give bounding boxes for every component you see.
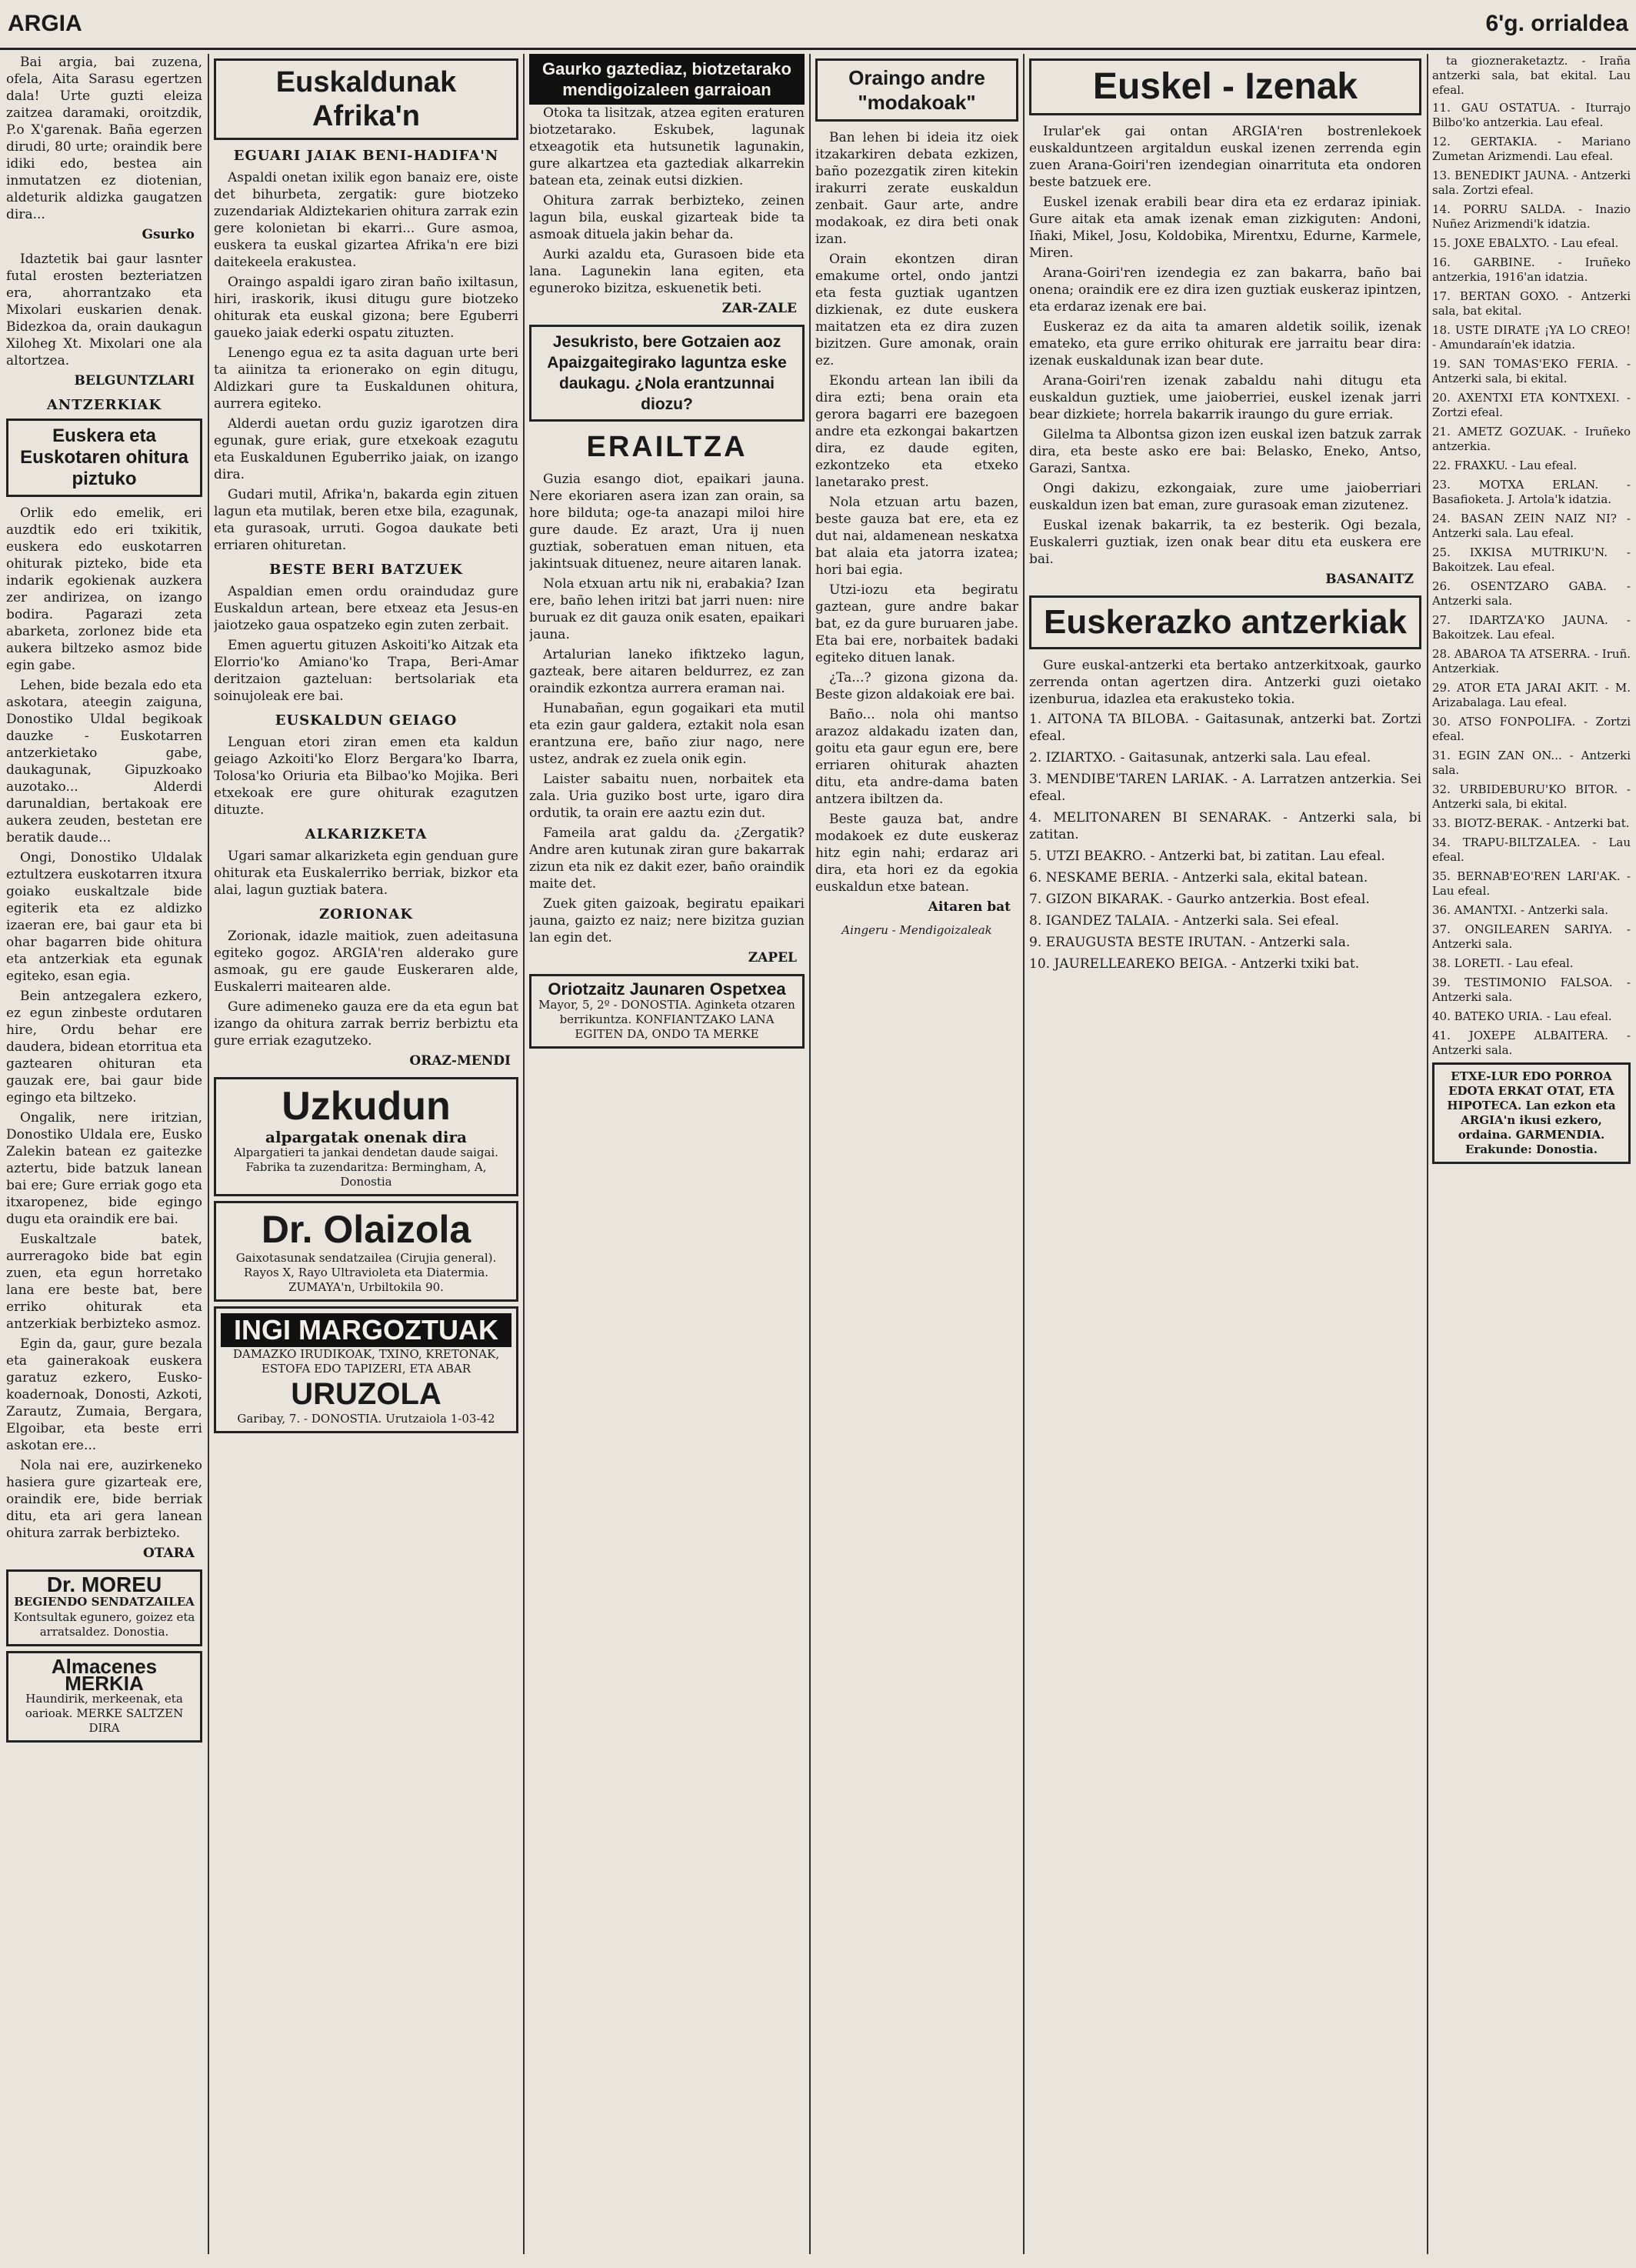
article-text: Lenengo egua ez ta asita daguan urte beri ta aiinitza ta erionerako on egin ditugu, Aldizkari gure ta Euskaldunen ohitura, aurrera egiteko. [214, 345, 518, 412]
section-heading: BESTE BERI BATZUEK [269, 562, 463, 578]
list-item: 10. JAURELLEAREKO BEIGA. - Antzerki txiki bat. [1029, 956, 1360, 972]
article-byline: EGUARI JAIAK BENI-HADIFA'N [233, 148, 499, 164]
ad-title: INGI MARGOZTUAK [221, 1313, 511, 1347]
list-item: 6. NESKAME BERIA. - Antzerki sala, ekital batean. [1029, 870, 1368, 886]
ad-text: Gaixotasunak sendatzailea (Cirujia general). Rayos X, Rayo Ultravioleta eta Diatermia. ZUMAYA'n, Urbiltokila 90. [235, 1251, 497, 1294]
play-list [1029, 711, 1421, 972]
ad-title: Oriotzaitz Jaunaren Ospetxea [548, 979, 786, 999]
article-text: Arana-Goiri'ren izenak zabaldu nahi ditugu eta euskaldun guztiek, ume jaioberriei, euskel izenak jarri bear dizkiete; horrela bakarrik iraungo du gure erriak. [1029, 373, 1421, 422]
article-headline: Euskel - Izenak [1029, 58, 1421, 115]
article-text: Ongalik, nere iritzian, Donostiko Uldala ere, Eusko Zalekin batean ez gaitezke aztertu, bide batzuk lanean bai ere; Gure erriak gogo eta itxaropenez, bide egingo dugu eta oraindik ere bai. [6, 1110, 202, 1227]
article-text: Egin da, gaur, gure bezala eta gainerakoak euskera garatuz ezkero, Eusko-koadernoak, Donosti, Azkoti, Zarautz, Zumaia, Bergara, Elgoibar, eta beste erri askotan ere... [6, 1336, 202, 1453]
list-item: 37. ONGILEAREN SARIYA. - Antzerki sala. [1432, 922, 1631, 951]
article-text: Lehen, bide bezala edo eta askotara, ateegin zaiguna, Donostiko Uldal begikoak dauzke - Euskotarren antzerkietako gabe, daukagunak, Gipuzkoako auzotako... Alderdi darunaldian, bertakoak ere aukera zeuden, bestetan ere beratik daude... [6, 678, 202, 845]
column-rule [809, 54, 811, 2254]
author-signature: BELGUNTZLARI [74, 373, 195, 389]
column-6 [1432, 54, 1631, 2254]
ad-brand: URUZOLA [291, 1377, 441, 1411]
list-item: 38. LORETI. - Lau efeal. [1432, 956, 1574, 970]
author-signature: ZAPEL [748, 950, 797, 966]
notice-box: Jesukristo, bere Gotzaien aoz Apaizgaitegirako laguntza eske daukagu. ¿Nola erantzunnai diozu? [529, 325, 805, 422]
list-item: 30. ATSO FONPOLIFA. - Zortzi efeal. [1432, 715, 1631, 743]
list-item: 24. BASAN ZEIN NAIZ NI? - Antzerki sala. Lau efeal. [1432, 512, 1631, 540]
article-text: Irular'ek gai ontan ARGIA'ren bostrenlekoek euskalduntzeen argitaldun euskal izenen zerrenda egin zuen Arana-Goiri'ren izendegian oinarrituta eta ondoren beste batzuek ere. [1029, 124, 1421, 190]
article-headline: Oraingo andre "modakoak" [815, 58, 1018, 122]
list-item: 35. BERNAB'EO'REN LARI'AK. - Lau efeal. [1432, 869, 1631, 898]
footer-note: Aingeru - Mendigoizaleak [841, 923, 992, 937]
advertisement [214, 1077, 518, 1196]
list-item: 14. PORRU SALDA. - Inazio Nuñez Arizmendi'k idatzia. [1432, 202, 1631, 231]
ad-text: Mayor, 5, 2º - DONOSTIA. Aginketa otzaren berrikuntza. KONFIANTZAKO LANA EGITEN DA, ONDO TA MERKE [538, 998, 795, 1041]
ad-subtitle: BEGIENDO SENDATZAILEA [14, 1595, 195, 1609]
list-item: 26. OSENTZARO GABA. - Antzerki sala. [1432, 579, 1631, 608]
column-3 [529, 54, 805, 2254]
ad-title: Dr. Olaizola [261, 1208, 471, 1251]
section-label: Gsurko [142, 227, 195, 242]
article-text: Euskal izenak bakarrik, ta ez besterik. Ogi bezala, Euskalerri guztiak, izen onak bear ditu eta euskera ere bai. [1029, 518, 1421, 567]
list-item: 32. URBIDEBURU'KO BITOR. - Antzerki sala, bi ekital. [1432, 782, 1631, 811]
ad-text: ETXE-LUR EDO PORROA EDOTA ERKAT OTAT, ETA HIPOTECA. Lan ezkon eta ARGIA'n ikusi ezkero, ordaina. GARMENDIA. Erakunde: Donostia. [1447, 1069, 1616, 1156]
list-item: 20. AXENTXI ETA KONTXEXI. - Zortzi efeal. [1432, 391, 1631, 419]
column-rule [523, 54, 525, 2254]
list-item: 27. IDARTZA'KO JAUNA. - Bakoitzek. Lau efeal. [1432, 613, 1631, 642]
list-item: 3. MENDIBE'TAREN LARIAK. - A. Larratzen antzerkia. Sei efeal. [1029, 772, 1421, 804]
list-item: 33. BIOTZ-BERAK. - Antzerki bat. [1432, 816, 1630, 830]
masthead-title: ARGIA [8, 11, 82, 36]
article-text: Euskeraz ez da aita ta amaren aldetik soilik, izenak emateko, eta gure erriko ohiturak ere jarraitu bear dira: izenak euskaldunak izan bear dute. [1029, 319, 1421, 369]
list-item: 19. SAN TOMAS'EKO FERIA. - Antzerki sala, bi ekital. [1432, 357, 1631, 385]
list-item: 23. MOTXA ERLAN. - Basafioketa. J. Artola'k idatzia. [1432, 478, 1631, 506]
article-text: Nola etzuan artu bazen, beste gauza bat ere, eta ez dut nai, aldamenean neskatxa bat alaia eta jatorra izatea; hori bai egia. [815, 495, 1018, 578]
column-rule [208, 54, 209, 2254]
article-text: Gudari mutil, Afrika'n, bakarda egin zituen lagun eta mutilak, beren etxe bila, ezagunak, eta gurasoak, urruti. Gogoa daukate beti erriaren ohituretan. [214, 487, 518, 553]
list-item: 31. EGIN ZAN ON... - Antzerki sala. [1432, 749, 1631, 777]
article-text: Utzi-iozu eta begiratu gaztean, gure andre bakar bat, ez da gure buruaren jabe. Eta bai ere, norbaitek badaki egiteko dituen lanak. [815, 582, 1018, 665]
ad-subtitle: alpargatak onenak dira [265, 1128, 467, 1146]
list-item: 7. GIZON BIKARAK. - Gaurko antzerkia. Bost efeal. [1029, 892, 1370, 907]
advertisement [214, 1306, 518, 1433]
column-4 [815, 54, 1018, 2254]
article-text: Gure adimeneko gauza ere da eta egun bat izango da ohitura zarrak berriz berbiztu eta gure erriak ezagutzeko. [214, 999, 518, 1049]
article-text: Euskel izenak erabili bear dira eta ez erdaraz ipiniak. Gure aitak eta amak izenak eman zizkiguten: Andoni, Iñaki, Mikel, Josu, Koldobika, Mirentxu, Edurne, Karmele, Miren. [1029, 195, 1421, 261]
list-item: 12. GERTAKIA. - Mariano Zumetan Arizmendi. Lau efeal. [1432, 135, 1631, 163]
list-item: 13. BENEDIKT JAUNA. - Antzerki sala. Zortzi efeal. [1432, 168, 1631, 197]
advertisement [214, 1201, 518, 1302]
ad-text: Kontsultak egunero, goizez eta arratsaldez. Donostia. [13, 1610, 195, 1639]
ad-text: Haundirik, merkeenak, eta oarioak. MERKE SALTZEN DIRA [25, 1692, 184, 1735]
list-item: 9. ERAUGUSTA BESTE IRUTAN. - Antzerki sala. [1029, 935, 1351, 950]
article-text: Euskaltzale batek, aurreragoko bide bat egin zuen, eta egun horretako lana ere beste bat, bere erriko ohiturak eta antzerkiak berbizteko asmoz. [6, 1232, 202, 1332]
article-headline: Euskerazko antzerkiak [1029, 595, 1421, 649]
list-item: 25. IXKISA MUTRIKU'N. - Bakoitzek. Lau efeal. [1432, 545, 1631, 574]
article-text: Guzia esango diot, epaikari jauna. Nere ekoriaren asera izan zan orain, sa hore bilduta; oge-ta anazapi miloi hire gure daude. Ez arazt, Ura ij nuen guztiak, soberatuen eman nituen, eta jakintsuak dituenez, neure aitaren lanak. [529, 472, 805, 572]
article-text: Orlik edo emelik, eri auzdtik edo eri txikitik, euskera edo euskotarren ohiturak pizteko, bide eta indarik egokienak auzkera zer andirizea, on izango bodira. Pagarazi zeta abarketa, zorlonez bide eta aukera biltzeko asmoz bide egin gabe. [6, 505, 202, 673]
author-signature: ORAZ-MENDI [409, 1053, 511, 1069]
article-text: Aspaldian emen ordu oraindudaz gure Euskaldun artean, bere etxeaz eta Jesus-en jaiotzeko gaua ospatzeko egin zuten zerbait. [214, 584, 518, 633]
article-headline: ERAILTZA [586, 431, 748, 463]
author-signature: Aitaren bat [928, 899, 1011, 915]
play-list [1432, 101, 1631, 1058]
list-item: 8. IGANDEZ TALAIA. - Antzerki sala. Sei efeal. [1029, 913, 1340, 929]
article-text: ¿Ta...? gizona gizona da. Beste gizon aldakoiak ere bai. [815, 670, 1018, 702]
list-item: 40. BATEKO URIA. - Lau efeal. [1432, 1009, 1612, 1023]
page-number: 6'g. orrialdea [1485, 11, 1628, 36]
list-item: 34. TRAPU-BILTZALEA. - Lau efeal. [1432, 835, 1631, 864]
article-text: Ugari samar alkarizketa egin genduan gure ohiturak eta Euskalerriko berriak, bizkor eta alai, lagun guztiak batera. [214, 849, 518, 898]
column-rule [1023, 54, 1025, 2254]
column-2 [214, 54, 518, 2254]
list-item: 21. AMETZ GOZUAK. - Iruñeko antzerkia. [1432, 425, 1631, 453]
advertisement [6, 1651, 202, 1743]
ad-address: Garibay, 7. - DONOSTIA. Urutzaiola 1-03-42 [237, 1412, 495, 1426]
article-text: ta giozneraketaztz. - Iraña antzerki sala, bat ekital. Lau efeal. [1432, 54, 1631, 97]
author-signature: ZAR-ZALE [721, 301, 797, 316]
ad-title: Dr. MOREU [46, 1573, 162, 1596]
article-text: Aurki azaldu eta, Gurasoen bide eta lana. Lagunekin lana egiten, eta eguneroko bizitza, eskuenetik beti. [529, 247, 805, 296]
list-item: 2. IZIARTXO. - Gaitasunak, antzerki sala. Lau efeal. [1029, 750, 1371, 765]
section-heading: ANTZERKIAK [46, 397, 162, 413]
ad-title: Almacenes MERKIA [51, 1655, 158, 1695]
list-item: 36. AMANTXI. - Antzerki sala. [1432, 903, 1609, 917]
author-signature: BASANAITZ [1325, 572, 1414, 587]
article-text: Arana-Goiri'ren izendegia ez zan bakarra, baño bai onena; oraindik ere ez dira izen guztiak euskeraz ipintzen, eta erdaraz izenak ere bai. [1029, 265, 1421, 315]
list-item: 4. MELITONAREN BI SENARAK. - Antzerki sala, bi zatitan. [1029, 810, 1421, 842]
article-text: Aspaldi onetan ixilik egon banaiz ere, oiste det bihurbeta, zergatik: gure biotzeko zuzendariak Aldiztekarien ohitura zarrak ezin gere kolonietan bi ekarri... Gure asmoa, euskera ta euskal gizartea Afrika'n ere bizi daitekeela erakustea. [214, 170, 518, 270]
article-text: Gilelma ta Albontsa gizon izen euskal izen batzuk zarrak dira, eta beste asko ere bai: Belasko, Eneko, Antso, Garazi, Santxa. [1029, 427, 1421, 476]
article-headline: Euskera eta Euskotaren ohitura piztuko [6, 419, 202, 497]
article-text: Otoka ta lisitzak, atzea egiten eraturen biotzetarako. Eskubek, lagunak etxeagotik eta hutsunetik lagunakin, gure alkartzea eta gaztediak alkarrekin batean eta, zeinak eutsi dizkien. [529, 105, 805, 188]
ad-text: Alpargatieri ta jankai dendetan daude saigai. Fabrika ta zuzendaritza: Bermingham, A, Donostia [234, 1146, 498, 1189]
article-text: Lenguan etori ziran emen eta kaldun geiago Azkoiti'ko Elorz Bergara'ko Ibarra, Tolosa'ko Oriuria eta Bilbao'ko Mojika. Beri etxekoak ere gure ohiturak ezagutzen dituzte. [214, 735, 518, 818]
list-item: 11. GAU OSTATUA. - Iturrajo Bilbo'ko antzerkia. Lau efeal. [1432, 101, 1631, 129]
article-text: Fameila arat galdu da. ¿Zergatik? Andre aren kutunak ziran gure bakarrak zizun eta nik ez dakit ezer, baño oraindik maite det. [529, 825, 805, 892]
article-text: Orain ekontzen diran emakume ortel, ondo jantzi eta festa guztiak ugantzen dizkienak, ez dute euskera maitatzen eta ez dira zuzen bizitzen. Gure amonak, orain ez. [815, 252, 1018, 369]
masthead [0, 0, 1636, 50]
article-headline: Gaurko gaztediaz, biotzetarako mendigoizaleen garraioan [529, 54, 805, 105]
article-text: Beste gauza bat, andre modakoek ez dute euskeraz hitz egin nahi; erdaraz ari dira, eta hori ez da egokia euskaldun etxe batean. [815, 812, 1018, 895]
article-text: Baño... nola ohi mantso arazoz aldakadu izaten dan, goitu eta gaur egun ere, bere erriaren ohiturak ahazten ditu, eta andre-dama baten antzera ibiltzen da. [815, 707, 1018, 807]
article-headline: Euskaldunak Afrika'n [214, 58, 518, 140]
author-signature: OTARA [142, 1546, 195, 1561]
article-text: Ongi, Donostiko Uldalak eztultzera euskotarren itxura goiako euskaltzale bide egiterik eta ez aldizko izaeran ere, bai gaur eta bi ohar bagarren bide ohitura eta antzerkiak eta egunak egiteko, esan egia. [6, 850, 202, 984]
article-text: Nola nai ere, auzirkeneko hasiera gure gizarteak ere, oraindik ere, bide berriak ditu, eta ari gera lanean ohitura zarrak berbizteko. [6, 1458, 202, 1541]
article-text: Ongi dakizu, ezkongaiak, zure ume jaioberriari euskaldun izen bat eman, zure gurasoak eman zizutenez. [1029, 481, 1421, 513]
list-item: 22. FRAXKU. - Lau efeal. [1432, 459, 1578, 472]
article-text: Oraingo aspaldi igaro ziran baño ixiltasun, hiri, iraskorik, ikusi ditugu gure biotzeko ohiturak eta euskal gizona; bere Eguberri gaueko jaiak ederki ospatu zituzten. [214, 275, 518, 341]
advertisement [6, 1569, 202, 1646]
list-item: 41. JOXEPE ALBAITERA. - Antzerki sala. [1432, 1029, 1631, 1057]
article-text: Zorionak, idazle maitiok, zuen adeitasuna egiteko gogoz. ARGIA'ren alderako gure asmoak, gu ere gaude Euskeraren alde, Euskalerri maitearen alde. [214, 929, 518, 995]
column-5 [1029, 54, 1421, 2254]
article-text: Bai argia, bai zuzena, ofela, Aita Sarasu egertzen dala! Urte guzti eleiza zaitzea daramaki, oroitzdik, P.o X'garenak. Baña egerzen dirudi, 80 urte; oraindik bere idiki edo, bestea ain inmutatzen ez diotenian, aldeturik aldizka gaugatzen dira... [6, 55, 202, 222]
article-text: Laister sabaitu nuen, norbaitek eta zala. Uria guziko bost urte, igaro dira ordutik, ta orain ere aaztu ezin dut. [529, 772, 805, 821]
list-item: 5. UTZI BEAKRO. - Antzerki bat, bi zatitan. Lau efeal. [1029, 849, 1385, 864]
list-item: 39. TESTIMONIO FALSOA. - Antzerki sala. [1432, 976, 1631, 1004]
list-item: 17. BERTAN GOXO. - Antzerki sala, bat ekital. [1432, 289, 1631, 318]
ad-title: Uzkudun [282, 1084, 451, 1129]
article-text: Alderdi auetan ordu guziz igarotzen dira egunak, gure eriak, gure etxekoak ezagutu eta Euskaldunen Eguberriko jaiak, on izango dira. [214, 416, 518, 482]
article-text: Artalurian laneko ifiktzeko lagun, gazteak, bere aitaren beldurrez, ez zan oraindik ezkontza aurrera eraman nai. [529, 647, 805, 696]
section-heading: ALKARIZKETA [305, 826, 428, 842]
article-text: Zuek giten gaizoak, begiratu epaikari jauna, gaizto ez naiz; nere bizitza guzian lan egin det. [529, 896, 805, 946]
article-text: Hunabañan, egun gogaikari eta mutil eta ezin gaur galdera, eztakit nola esan erantzuna ere, baño ziur nago, nere ustez, andrak ez zuela onik egin. [529, 701, 805, 767]
column-rule [1427, 54, 1428, 2254]
list-item: 16. GARBINE. - Iruñeko antzerkia, 1916'an idatzia. [1432, 255, 1631, 284]
article-text: Idaztetik bai gaur lasnter futal erosten bezteriatzen era, ahorrantzako eta Mixolari euskarien denak. Bidezkoa da, orain daukagun Xiloheg Xt. Mixolari one ala altortzea. [6, 252, 202, 369]
column-1 [6, 54, 202, 2254]
list-item: 18. USTE DIRATE ¡YA LO CREO! - Amundaraín'ek idatzia. [1432, 323, 1631, 352]
article-text: Ekondu artean lan ibili da dira ezti; bena orain eta gerora bagarri ere bazegoen andre eta ezkongai bakartzen dira, ez daude egiten, ezkontzeko eta etxeko lanetarako prest. [815, 373, 1018, 490]
article-text: Emen aguertu gituzen Askoiti'ko Aitzak eta Elorrio'ko Amiano'ko Trapa, Beri-Amar deritzaion gazteluan: bertsolariak eta soinujoleak ere bai. [214, 638, 518, 704]
article-text: Gure euskal-antzerki eta bertako antzerkitxoak, gaurko zerrenda ontan agertzen dira. Antzerki guzi oietako izenburua, idazlea eta erakusteko tokia. [1029, 658, 1421, 707]
article-text: Nola etxuan artu nik ni, erabakia? Izan ere, baño lehen iritzi bat jarri nuen: nire buruak ez dit gauza onik esaten, epaikari jauna. [529, 576, 805, 642]
advertisement [529, 974, 805, 1049]
ad-text: DAMAZKO IRUDIKOAK, TXINO, KRETONAK, ESTOFA EDO TAPIZERI, ETA ABAR [232, 1347, 500, 1376]
section-heading: ZORIONAK [319, 906, 413, 922]
notice-box [1432, 1062, 1631, 1164]
article-text: Bein antzegalera ezkero, ez egun zinbeste ordutaren hire, Ordu behar ere daudera, bidean etorritua eta gaztearen ohituran eta gauzak ere, bai gaur bide egingo eta biltzeko. [6, 989, 202, 1106]
article-text: Ban lehen bi ideia itz oiek itzakarkiren debata ezkizen, baño pozezgatik ziren kitekin irakurri zerate euskaldun zenbait. Gaur arte, andre modakoak, ez dira beti onak izan. [815, 130, 1018, 247]
article-text: Ohitura zarrak berbizteko, zeinen lagun bila, euskal gizarteak bide ta asmoak dituela jakin behar da. [529, 193, 805, 242]
list-item: 29. ATOR ETA JARAI AKIT. - M. Arizabalaga. Lau efeal. [1432, 681, 1631, 709]
list-item: 1. AITONA TA BILOBA. - Gaitasunak, antzerki bat. Zortzi efeal. [1029, 712, 1421, 744]
list-item: 28. ABAROA TA ATSERRA. - Iruñ. Antzerkiak. [1432, 647, 1631, 675]
section-heading: EUSKALDUN GEIAGO [275, 712, 458, 729]
list-item: 15. JOXE EBALXTO. - Lau efeal. [1432, 236, 1619, 250]
